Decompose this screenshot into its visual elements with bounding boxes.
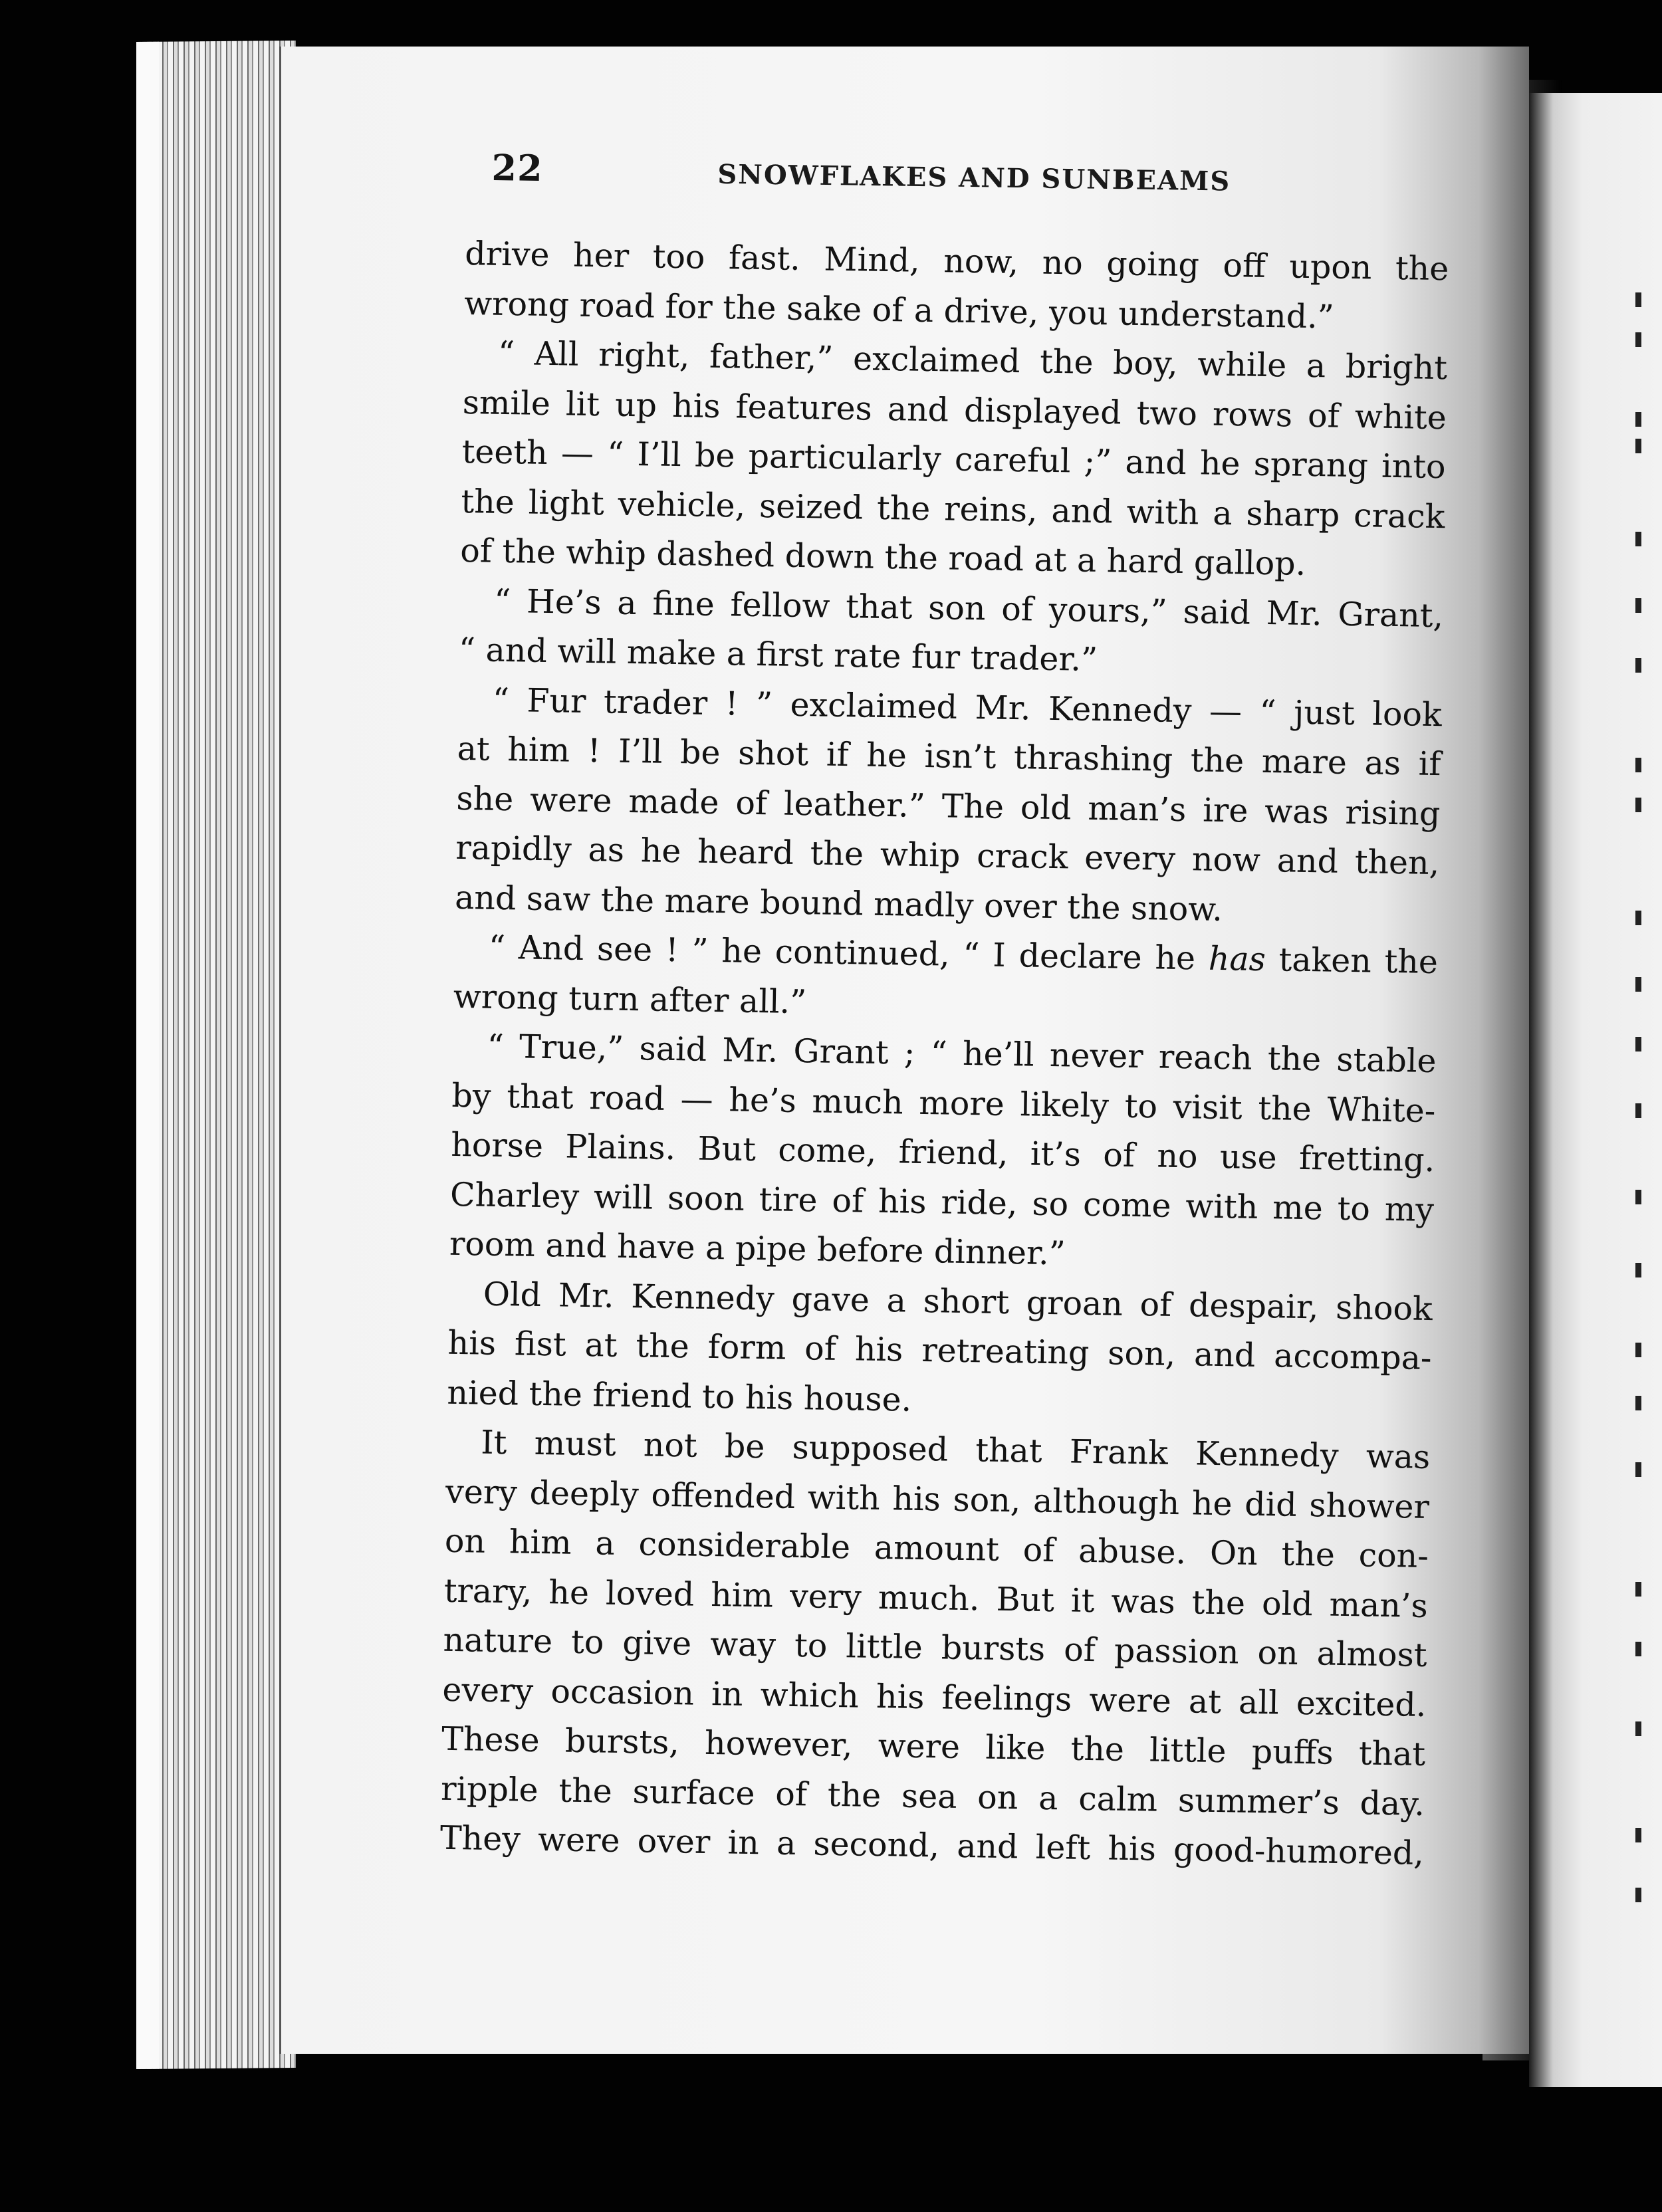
facing-page-letter-fragment xyxy=(1635,1828,1662,1842)
text-line: horse Plains. But come, friend, it’s of no use fretting. xyxy=(450,1125,1435,1180)
text-line: These bursts, however, were like the little puffs that xyxy=(441,1719,1426,1773)
facing-page-letter-fragment xyxy=(1635,658,1662,673)
text-line: she were made of leather.” The old man’s ire was rising xyxy=(456,779,1441,833)
text-line: by that road — he’s much more likely to visit the White- xyxy=(451,1076,1436,1130)
text-line: “ He’s a fine fellow that son of yours,” said Mr. Grant, xyxy=(493,582,1444,635)
facing-page-letter-fragment xyxy=(1635,1190,1662,1204)
text-line: wrong road for the sake of a drive, you understand.” xyxy=(463,284,1335,336)
facing-page-letter-fragment xyxy=(1635,532,1662,546)
facing-page-letter-fragment xyxy=(1635,1103,1662,1118)
text-line: “ And see ! ” he continued, “ I declare he has taken the xyxy=(488,928,1439,982)
facing-page-letter-fragment xyxy=(1635,1582,1662,1597)
text-line: at him ! I’ll be shot if he isn’t thrashing the mare as if xyxy=(457,729,1441,784)
text-line: room and have a pipe before dinner.” xyxy=(449,1224,1066,1273)
facing-page-letter-fragment xyxy=(1635,977,1662,992)
facing-page-fragment xyxy=(1529,93,1662,2087)
facing-page-letter-fragment xyxy=(1635,1888,1662,1902)
facing-page-letter-fragment xyxy=(1635,758,1662,772)
text-line: “ Fur trader ! ” exclaimed Mr. Kennedy — “ just look xyxy=(492,681,1443,734)
facing-page-letter-fragment xyxy=(1635,1343,1662,1357)
text-line: his fist at the form of his retreating son, and accompa- xyxy=(447,1323,1432,1378)
text-line: rapidly as he heard the whip crack every now and then, xyxy=(455,828,1440,883)
text-line: every occasion in which his feelings were at all excited. xyxy=(442,1670,1427,1724)
facing-page-letter-fragment xyxy=(1635,412,1662,427)
text-line: It must not be supposed that Frank Kennedy was xyxy=(480,1423,1431,1477)
facing-page-letter-fragment xyxy=(1635,1263,1662,1277)
text-line: nature to give way to little bursts of passion on almost xyxy=(443,1620,1427,1674)
text-line: the light vehicle, seized the reins, and with a sharp crack xyxy=(461,482,1445,536)
running-title: SNOWFLAKES AND SUNBEAMS xyxy=(717,158,1231,197)
text-line: “ All right, father,” exclaimed the boy, while a bright xyxy=(497,334,1448,387)
facing-page-letter-fragment xyxy=(1635,332,1662,347)
text-line: drive her too fast. Mind, now, no going off upon the xyxy=(464,234,1449,288)
text-line: Old Mr. Kennedy gave a short groan of despair, shook xyxy=(483,1275,1433,1328)
text-line: nied the friend to his house. xyxy=(447,1373,912,1419)
page-number: 22 xyxy=(491,146,544,190)
facing-page-letter-fragment xyxy=(1635,598,1662,613)
facing-page-letter-fragment xyxy=(1635,798,1662,812)
facing-page-letter-fragment xyxy=(1635,439,1662,453)
text-line: and saw the mare bound madly over the snow. xyxy=(454,878,1223,929)
facing-page-letter-fragment xyxy=(1635,1037,1662,1051)
facing-page-letter-fragment xyxy=(1635,292,1662,307)
text-line: wrong turn after all.” xyxy=(453,977,807,1021)
facing-page-letter-fragment xyxy=(1635,911,1662,925)
body-text xyxy=(439,229,1449,1878)
text-line: smile lit up his features and displayed two rows of white xyxy=(462,383,1447,437)
text-line: trary, he loved him very much. But it was the old man’s xyxy=(443,1571,1429,1625)
text-line: teeth — “ I’ll be particularly careful ;” and he sprang into xyxy=(461,432,1447,487)
text-line: ripple the surface of the sea on a calm summer’s day. xyxy=(440,1769,1425,1823)
facing-page-letter-fragment xyxy=(1635,1721,1662,1736)
text-line: Charley will soon tire of his ride, so come with me to my xyxy=(449,1175,1435,1229)
facing-page-letter-fragment xyxy=(1635,1462,1662,1477)
text-line: They were over in a second, and left his good-humored, xyxy=(439,1819,1425,1872)
text-line: very deeply offended with his son, although he did shower xyxy=(445,1472,1430,1526)
book-page-edges xyxy=(136,41,296,2069)
facing-page-letter-fragment xyxy=(1635,1396,1662,1410)
text-line: of the whip dashed down the road at a hard gallop. xyxy=(459,531,1306,583)
text-line: “ and will make a first rate fur trader.” xyxy=(458,630,1098,679)
text-line: on him a considerable amount of abuse. On the con- xyxy=(444,1521,1429,1575)
facing-page-letter-fragment xyxy=(1635,1642,1662,1656)
text-line: “ True,” said Mr. Grant ; “ he’ll never reach the stable xyxy=(487,1027,1437,1081)
